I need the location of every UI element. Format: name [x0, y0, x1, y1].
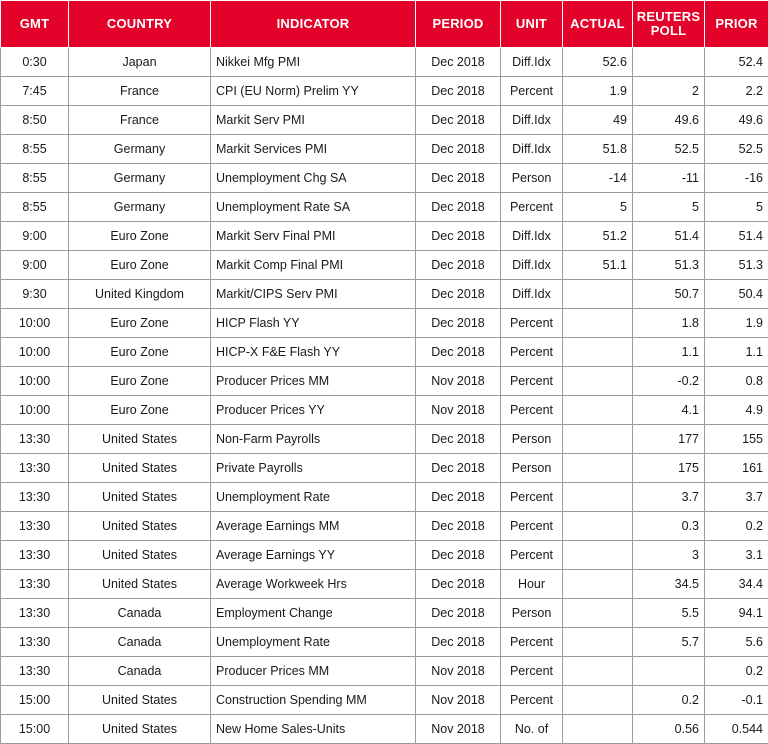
cell-gmt: 13:30 [1, 512, 69, 541]
cell-country: United States [69, 425, 211, 454]
table-row [1, 309, 768, 338]
cell-country: United States [69, 686, 211, 715]
cell-reuters-poll: 5 [633, 193, 705, 222]
table-row [1, 77, 768, 106]
cell-reuters-poll: 51.4 [633, 222, 705, 251]
cell-period: Dec 2018 [416, 483, 501, 512]
cell-country: United States [69, 570, 211, 599]
cell-indicator: Average Workweek Hrs [211, 570, 416, 599]
table-row [1, 164, 768, 193]
cell-gmt: 13:30 [1, 628, 69, 657]
table-row [1, 657, 768, 686]
cell-gmt: 10:00 [1, 338, 69, 367]
cell-prior: 49.6 [705, 106, 768, 135]
cell-indicator: Private Payrolls [211, 454, 416, 483]
cell-actual [563, 686, 633, 715]
column-header-actual: ACTUAL [563, 1, 633, 48]
cell-unit: Person [501, 599, 563, 628]
cell-period: Dec 2018 [416, 512, 501, 541]
cell-country: Germany [69, 135, 211, 164]
cell-actual [563, 338, 633, 367]
cell-reuters-poll: 50.7 [633, 280, 705, 309]
cell-prior: 51.3 [705, 251, 768, 280]
cell-prior: 0.544 [705, 715, 768, 744]
cell-prior: 1.9 [705, 309, 768, 338]
cell-indicator: Unemployment Rate [211, 483, 416, 512]
cell-unit: Percent [501, 367, 563, 396]
cell-actual [563, 483, 633, 512]
table-row [1, 338, 768, 367]
cell-actual [563, 454, 633, 483]
cell-actual [563, 512, 633, 541]
cell-prior: 161 [705, 454, 768, 483]
cell-country: Canada [69, 599, 211, 628]
cell-actual [563, 599, 633, 628]
cell-reuters-poll: 51.3 [633, 251, 705, 280]
table-row [1, 222, 768, 251]
table-row [1, 106, 768, 135]
cell-country: United States [69, 715, 211, 744]
cell-unit: Diff.Idx [501, 222, 563, 251]
cell-period: Dec 2018 [416, 48, 501, 77]
cell-unit: Percent [501, 628, 563, 657]
cell-gmt: 9:00 [1, 251, 69, 280]
cell-period: Dec 2018 [416, 222, 501, 251]
cell-indicator: Average Earnings MM [211, 512, 416, 541]
table-row [1, 454, 768, 483]
cell-period: Nov 2018 [416, 715, 501, 744]
cell-period: Nov 2018 [416, 686, 501, 715]
cell-indicator: Non-Farm Payrolls [211, 425, 416, 454]
cell-period: Nov 2018 [416, 657, 501, 686]
cell-period: Nov 2018 [416, 367, 501, 396]
cell-actual: 5 [563, 193, 633, 222]
cell-period: Dec 2018 [416, 135, 501, 164]
cell-country: United States [69, 454, 211, 483]
cell-gmt: 8:55 [1, 164, 69, 193]
cell-actual: 51.1 [563, 251, 633, 280]
cell-country: Germany [69, 164, 211, 193]
cell-indicator: New Home Sales-Units [211, 715, 416, 744]
cell-reuters-poll: 34.5 [633, 570, 705, 599]
table-row [1, 715, 768, 744]
cell-unit: Percent [501, 657, 563, 686]
table-header-row [1, 1, 768, 48]
cell-prior: 2.2 [705, 77, 768, 106]
cell-unit: Diff.Idx [501, 251, 563, 280]
cell-prior: 52.5 [705, 135, 768, 164]
cell-period: Dec 2018 [416, 338, 501, 367]
cell-gmt: 13:30 [1, 425, 69, 454]
cell-period: Dec 2018 [416, 309, 501, 338]
cell-unit: Hour [501, 570, 563, 599]
cell-gmt: 15:00 [1, 715, 69, 744]
cell-actual: -14 [563, 164, 633, 193]
cell-country: Euro Zone [69, 396, 211, 425]
table-row [1, 541, 768, 570]
cell-unit: Percent [501, 686, 563, 715]
cell-prior: 51.4 [705, 222, 768, 251]
cell-country: France [69, 106, 211, 135]
cell-prior: 3.1 [705, 541, 768, 570]
cell-reuters-poll: 0.3 [633, 512, 705, 541]
cell-unit: Percent [501, 483, 563, 512]
cell-unit: Percent [501, 193, 563, 222]
cell-prior: 4.9 [705, 396, 768, 425]
cell-unit: Percent [501, 396, 563, 425]
table-row [1, 599, 768, 628]
cell-indicator: Unemployment Chg SA [211, 164, 416, 193]
cell-reuters-poll: 3 [633, 541, 705, 570]
table-row [1, 425, 768, 454]
table-row [1, 135, 768, 164]
cell-reuters-poll: 175 [633, 454, 705, 483]
cell-gmt: 8:50 [1, 106, 69, 135]
cell-gmt: 13:30 [1, 599, 69, 628]
cell-actual [563, 367, 633, 396]
cell-country: France [69, 77, 211, 106]
cell-prior: 0.8 [705, 367, 768, 396]
cell-indicator: Markit Serv Final PMI [211, 222, 416, 251]
column-header-period: PERIOD [416, 1, 501, 48]
cell-indicator: Markit Comp Final PMI [211, 251, 416, 280]
cell-actual: 52.6 [563, 48, 633, 77]
cell-gmt: 13:30 [1, 570, 69, 599]
cell-unit: Person [501, 425, 563, 454]
cell-country: United States [69, 541, 211, 570]
cell-indicator: Unemployment Rate SA [211, 193, 416, 222]
cell-country: Euro Zone [69, 309, 211, 338]
cell-indicator: Construction Spending MM [211, 686, 416, 715]
cell-country: Germany [69, 193, 211, 222]
cell-period: Dec 2018 [416, 193, 501, 222]
column-header-gmt: GMT [1, 1, 69, 48]
table-row [1, 193, 768, 222]
column-header-indicator: INDICATOR [211, 1, 416, 48]
cell-actual: 49 [563, 106, 633, 135]
cell-actual [563, 280, 633, 309]
cell-prior: 50.4 [705, 280, 768, 309]
cell-reuters-poll: 0.2 [633, 686, 705, 715]
cell-indicator: Markit Services PMI [211, 135, 416, 164]
cell-unit: Diff.Idx [501, 106, 563, 135]
table-row [1, 686, 768, 715]
table-row [1, 483, 768, 512]
cell-reuters-poll: 1.8 [633, 309, 705, 338]
cell-indicator: Producer Prices MM [211, 367, 416, 396]
table-row [1, 512, 768, 541]
cell-country: United Kingdom [69, 280, 211, 309]
table-row [1, 280, 768, 309]
cell-reuters-poll: 52.5 [633, 135, 705, 164]
cell-actual [563, 715, 633, 744]
cell-unit: Person [501, 454, 563, 483]
cell-actual [563, 657, 633, 686]
cell-country: Euro Zone [69, 338, 211, 367]
cell-indicator: CPI (EU Norm) Prelim YY [211, 77, 416, 106]
cell-period: Dec 2018 [416, 425, 501, 454]
table-body [1, 48, 768, 744]
cell-gmt: 13:30 [1, 454, 69, 483]
cell-indicator: Nikkei Mfg PMI [211, 48, 416, 77]
cell-reuters-poll: -0.2 [633, 367, 705, 396]
cell-reuters-poll: 5.7 [633, 628, 705, 657]
cell-gmt: 9:30 [1, 280, 69, 309]
cell-prior: 52.4 [705, 48, 768, 77]
cell-gmt: 0:30 [1, 48, 69, 77]
column-header-reuters-poll: REUTERS POLL [633, 1, 705, 48]
cell-reuters-poll: 5.5 [633, 599, 705, 628]
cell-country: Japan [69, 48, 211, 77]
cell-reuters-poll: 1.1 [633, 338, 705, 367]
cell-unit: Percent [501, 512, 563, 541]
cell-period: Dec 2018 [416, 280, 501, 309]
cell-gmt: 13:30 [1, 657, 69, 686]
cell-prior: 0.2 [705, 657, 768, 686]
table-row [1, 48, 768, 77]
cell-prior: 94.1 [705, 599, 768, 628]
cell-period: Nov 2018 [416, 396, 501, 425]
cell-unit: Person [501, 164, 563, 193]
cell-reuters-poll: 2 [633, 77, 705, 106]
cell-actual [563, 628, 633, 657]
cell-actual [563, 309, 633, 338]
cell-actual [563, 541, 633, 570]
column-header-prior: PRIOR [705, 1, 768, 48]
table-row [1, 367, 768, 396]
cell-period: Dec 2018 [416, 164, 501, 193]
cell-unit: Diff.Idx [501, 48, 563, 77]
cell-gmt: 7:45 [1, 77, 69, 106]
cell-gmt: 10:00 [1, 309, 69, 338]
cell-prior: 1.1 [705, 338, 768, 367]
cell-reuters-poll: 4.1 [633, 396, 705, 425]
cell-gmt: 10:00 [1, 396, 69, 425]
cell-period: Dec 2018 [416, 570, 501, 599]
cell-period: Dec 2018 [416, 251, 501, 280]
cell-prior: 34.4 [705, 570, 768, 599]
cell-unit: Diff.Idx [501, 135, 563, 164]
cell-actual [563, 570, 633, 599]
cell-indicator: Unemployment Rate [211, 628, 416, 657]
cell-actual: 51.2 [563, 222, 633, 251]
cell-unit: Percent [501, 541, 563, 570]
cell-prior: -0.1 [705, 686, 768, 715]
cell-reuters-poll: 49.6 [633, 106, 705, 135]
cell-unit: Percent [501, 338, 563, 367]
cell-unit: Diff.Idx [501, 280, 563, 309]
column-header-unit: UNIT [501, 1, 563, 48]
cell-reuters-poll: 3.7 [633, 483, 705, 512]
cell-reuters-poll: 177 [633, 425, 705, 454]
table-row [1, 251, 768, 280]
table-row [1, 628, 768, 657]
cell-actual: 1.9 [563, 77, 633, 106]
cell-country: United States [69, 483, 211, 512]
cell-indicator: Employment Change [211, 599, 416, 628]
cell-gmt: 9:00 [1, 222, 69, 251]
cell-actual: 51.8 [563, 135, 633, 164]
cell-prior: 5 [705, 193, 768, 222]
cell-indicator: Average Earnings YY [211, 541, 416, 570]
cell-period: Dec 2018 [416, 541, 501, 570]
cell-prior: 5.6 [705, 628, 768, 657]
cell-reuters-poll: 0.56 [633, 715, 705, 744]
cell-unit: Percent [501, 309, 563, 338]
cell-indicator: Producer Prices MM [211, 657, 416, 686]
cell-indicator: Markit Serv PMI [211, 106, 416, 135]
cell-period: Dec 2018 [416, 106, 501, 135]
cell-indicator: Markit/CIPS Serv PMI [211, 280, 416, 309]
cell-period: Dec 2018 [416, 454, 501, 483]
cell-gmt: 13:30 [1, 483, 69, 512]
cell-prior: 0.2 [705, 512, 768, 541]
cell-country: Canada [69, 657, 211, 686]
cell-period: Dec 2018 [416, 628, 501, 657]
cell-unit: No. of [501, 715, 563, 744]
column-header-country: COUNTRY [69, 1, 211, 48]
cell-country: Canada [69, 628, 211, 657]
cell-country: Euro Zone [69, 251, 211, 280]
cell-unit: Percent [501, 77, 563, 106]
cell-indicator: HICP-X F&E Flash YY [211, 338, 416, 367]
cell-gmt: 13:30 [1, 541, 69, 570]
cell-actual [563, 425, 633, 454]
cell-gmt: 15:00 [1, 686, 69, 715]
cell-period: Dec 2018 [416, 77, 501, 106]
cell-reuters-poll [633, 48, 705, 77]
cell-reuters-poll: -11 [633, 164, 705, 193]
cell-country: Euro Zone [69, 367, 211, 396]
cell-country: United States [69, 512, 211, 541]
cell-prior: -16 [705, 164, 768, 193]
cell-prior: 155 [705, 425, 768, 454]
cell-country: Euro Zone [69, 222, 211, 251]
cell-gmt: 8:55 [1, 193, 69, 222]
cell-reuters-poll [633, 657, 705, 686]
table-row [1, 570, 768, 599]
cell-actual [563, 396, 633, 425]
cell-indicator: HICP Flash YY [211, 309, 416, 338]
cell-gmt: 8:55 [1, 135, 69, 164]
cell-period: Dec 2018 [416, 599, 501, 628]
cell-gmt: 10:00 [1, 367, 69, 396]
cell-prior: 3.7 [705, 483, 768, 512]
table-row [1, 396, 768, 425]
cell-indicator: Producer Prices YY [211, 396, 416, 425]
